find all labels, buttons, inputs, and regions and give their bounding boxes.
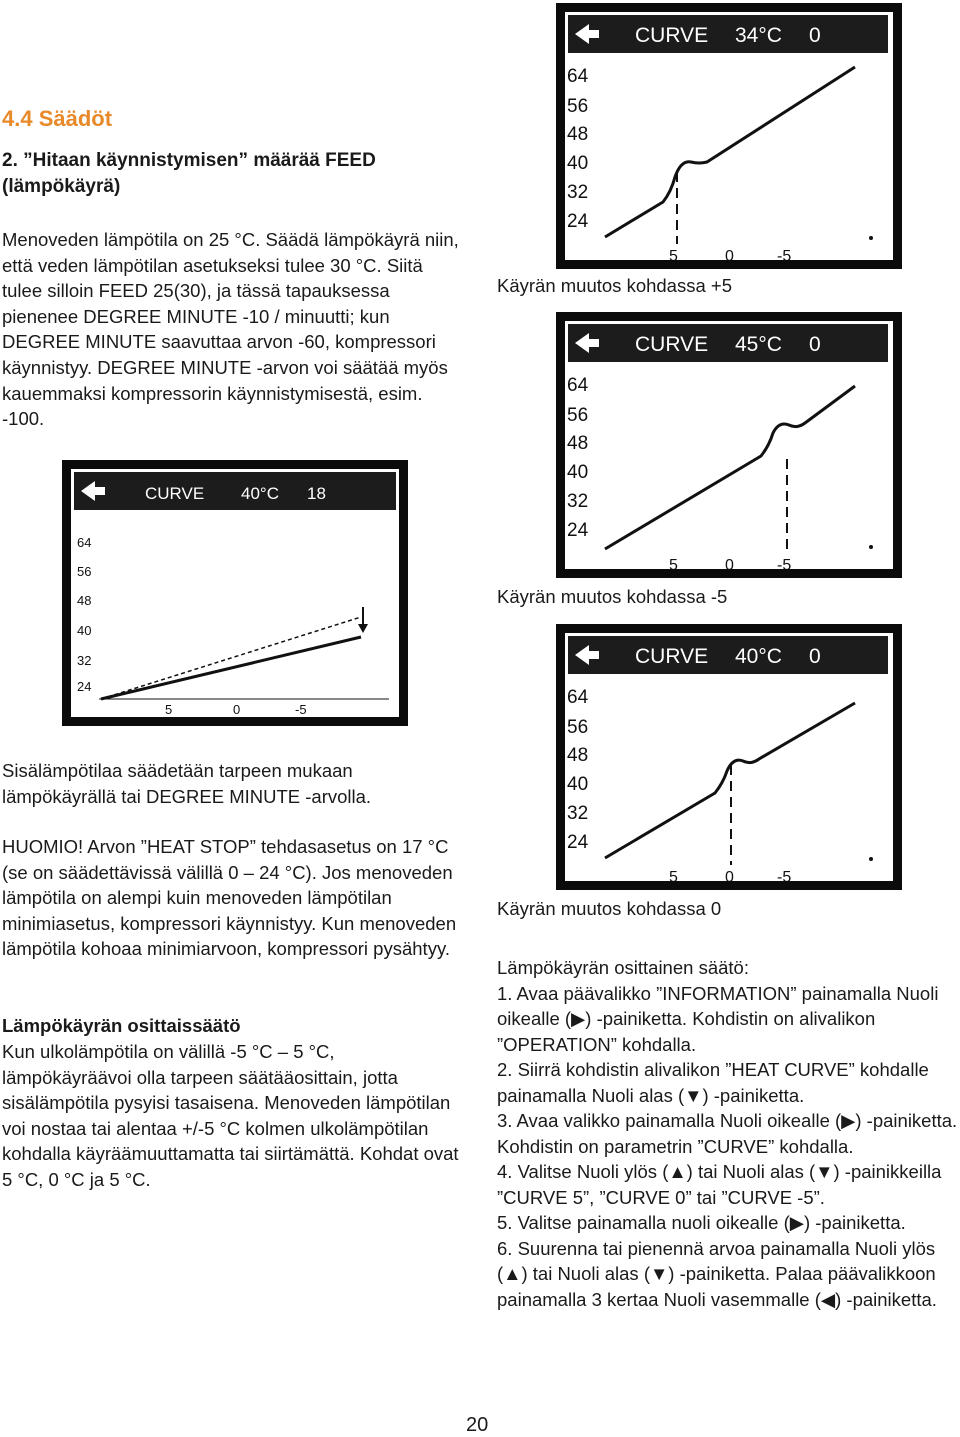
x-tick: 5 xyxy=(165,702,173,717)
steps-heading: Lämpökäyrän osittainen säätö: xyxy=(497,957,749,978)
axis-end-dot xyxy=(869,545,873,549)
screen-display xyxy=(565,633,893,881)
screen-header-temp: 45°C xyxy=(735,333,782,356)
screen-header-label: CURVE xyxy=(635,645,709,668)
y-tick: 48 xyxy=(567,433,589,454)
screen-header-bar xyxy=(568,15,888,53)
x-tick: -5 xyxy=(777,557,792,569)
screen-header-label: CURVE xyxy=(145,484,205,503)
indoor-paragraph: Sisälämpötilaa säädetään tarpeen mukaan lämpökäyrällä tai DEGREE MINUTE -arvolla. xyxy=(2,760,372,807)
y-axis-ticks xyxy=(77,535,91,694)
y-tick: 64 xyxy=(77,535,92,550)
step-item: 6. Suurenna tai pienennä arvoa painamalla Nuoli ylös (▲) tai Nuoli alas (▼) -painiketta. Palaa päävalikkoon painamalla 3 kertaa Nuoli vasemmalle (◀) -painiketta. xyxy=(497,1237,937,1310)
caption-minus5: Käyrän muutos kohdassa -5 xyxy=(497,586,728,607)
y-axis-ticks xyxy=(567,687,589,853)
y-tick: 24 xyxy=(567,832,589,853)
section-title: 4.4 Säädöt xyxy=(2,106,113,131)
y-tick: 56 xyxy=(567,717,589,738)
y-axis-ticks xyxy=(567,375,589,541)
screen-header-bar xyxy=(568,636,888,674)
y-tick: 48 xyxy=(77,593,92,608)
y-tick: 24 xyxy=(567,520,589,541)
subtitle: 2. ”Hitaan käynnistymisen” määrää FEED (lämpökäyrä) xyxy=(2,150,376,197)
x-tick: 5 xyxy=(669,869,678,881)
controller-screen-feed xyxy=(62,460,408,726)
step-item: 4. Valitse Nuoli ylös (▲) tai Nuoli alas (▼) -painikkeilla ”CURVE 5”, ”CURVE 0” tai ”CURVE -5”. xyxy=(497,1161,942,1208)
y-tick: 56 xyxy=(77,564,92,579)
controller-screen-plus5 xyxy=(556,3,902,269)
y-tick: 24 xyxy=(567,211,589,232)
screen-header-bar xyxy=(74,472,396,510)
y-tick: 32 xyxy=(567,803,589,824)
heat-curve-line xyxy=(101,637,361,699)
axis-end-dot xyxy=(869,857,873,861)
down-arrow-head xyxy=(358,624,368,633)
y-tick: 40 xyxy=(567,462,589,483)
heat-curve-line xyxy=(605,67,855,237)
partial-heading: Lämpökäyrän osittaissäätö xyxy=(2,1015,241,1036)
y-tick: 64 xyxy=(567,66,589,87)
x-tick: 5 xyxy=(669,557,678,569)
screen-header-label: CURVE xyxy=(635,24,709,47)
y-axis-ticks xyxy=(567,66,589,232)
y-tick: 32 xyxy=(77,653,92,668)
x-axis-ticks xyxy=(669,869,791,881)
screen-display xyxy=(71,469,399,717)
caption-plus5: Käyrän muutos kohdassa +5 xyxy=(497,275,732,296)
screen-display xyxy=(565,12,893,260)
y-tick: 40 xyxy=(567,153,589,174)
y-tick: 56 xyxy=(567,405,589,426)
y-tick: 32 xyxy=(567,491,589,512)
controller-screen-minus5 xyxy=(556,312,902,578)
y-tick: 64 xyxy=(567,375,589,396)
x-axis-ticks xyxy=(669,557,791,569)
y-tick: 24 xyxy=(77,679,92,694)
y-tick: 64 xyxy=(567,687,589,708)
y-tick: 40 xyxy=(567,774,589,795)
x-tick: -5 xyxy=(777,869,792,881)
screen-header-value: 18 xyxy=(307,484,326,503)
screen-header-value: 0 xyxy=(809,333,821,356)
x-tick: -5 xyxy=(295,702,307,717)
screen-header-value: 0 xyxy=(809,24,821,47)
partial-paragraph: Kun ulkolämpötila on välillä -5 °C – 5 °C, lämpökäyräävoi olla tarpeen säätääosittain, jotta sisälämpötila pysyisi tasaisena. Menoveden lämpötilan voi nostaa tai alentaa +/-5 °C kolmen ulkolämpötilan kohdalla käyräämuuttamatta tai siirtämättä. Kohdat ovat 5 °C, 0 °C ja 5 °C. xyxy=(2,1041,459,1190)
target-curve-dashed xyxy=(101,617,361,699)
x-tick: 0 xyxy=(725,869,734,881)
x-tick: 0 xyxy=(725,557,734,569)
screen-header-label: CURVE xyxy=(635,333,709,356)
intro-paragraph: Menoveden lämpötila on 25 °C. Säädä lämpökäyrä niin, että veden lämpötilan asetukseksi tulee 30 °C. Siitä tulee silloin FEED 25(30), ja tässä tapauksessa pienenee DEGREE MINUTE -10 / minuutti; kun DEGREE MINUTE saavuttaa arvon -60, kompressori käynnistyy. DEGREE MINUTE -arvon voi säätää myös kauemmaksi kompressorin käynnistymisestä, esim. -100. xyxy=(2,229,459,430)
x-tick: 0 xyxy=(725,248,734,260)
caption-zero: Käyrän muutos kohdassa 0 xyxy=(497,898,722,919)
y-tick: 32 xyxy=(567,182,589,203)
screen-display xyxy=(565,321,893,569)
controller-screen-zero xyxy=(556,624,902,890)
step-item: 1. Avaa päävalikko ”INFORMATION” painamalla Nuoli oikealle (▶) -painiketta. Kohdistin on alivalikon ”OPERATION” kohdalla. xyxy=(497,982,939,1055)
page-number: 20 xyxy=(466,1414,489,1436)
step-item: 5. Valitse painamalla nuoli oikealle (▶) -painiketta. xyxy=(497,1212,906,1233)
y-tick: 48 xyxy=(567,124,589,145)
x-axis-ticks xyxy=(669,248,791,260)
heat-curve-line xyxy=(605,386,855,549)
steps-block xyxy=(497,955,959,1312)
screen-header-temp: 40°C xyxy=(735,645,782,668)
y-tick: 40 xyxy=(77,623,92,638)
y-tick: 56 xyxy=(567,96,589,117)
screen-header-temp: 34°C xyxy=(735,24,782,47)
x-tick: -5 xyxy=(777,248,792,260)
y-tick: 48 xyxy=(567,745,589,766)
x-tick: 5 xyxy=(669,248,678,260)
note-paragraph: HUOMIO! Arvon ”HEAT STOP” tehdasasetus on 17 °C (se on säädettävissä välillä 0 – 24 °C). Jos menoveden lämpötila on alempi kuin menoveden lämpötilan minimiasetus, kompressori käynnistyy. Kun menoveden lämpötila kohoaa minimiarvoon, kompressori pysähtyy. xyxy=(2,836,457,960)
screen-header-temp: 40°C xyxy=(241,484,279,503)
screen-header-value: 0 xyxy=(809,645,821,668)
x-tick: 0 xyxy=(233,702,241,717)
x-axis-ticks xyxy=(165,702,307,717)
step-item: 3. Avaa valikko painamalla Nuoli oikealle (▶) -painiketta. Kohdistin on parametrin ”CURVE” kohdalla. xyxy=(497,1110,958,1157)
axis-end-dot xyxy=(869,236,873,240)
screen-header-bar xyxy=(568,324,888,362)
step-item: 2. Siirrä kohdistin alivalikon ”HEAT CURVE” kohdalle painamalla Nuoli alas (▼) -painiketta. xyxy=(497,1059,929,1106)
